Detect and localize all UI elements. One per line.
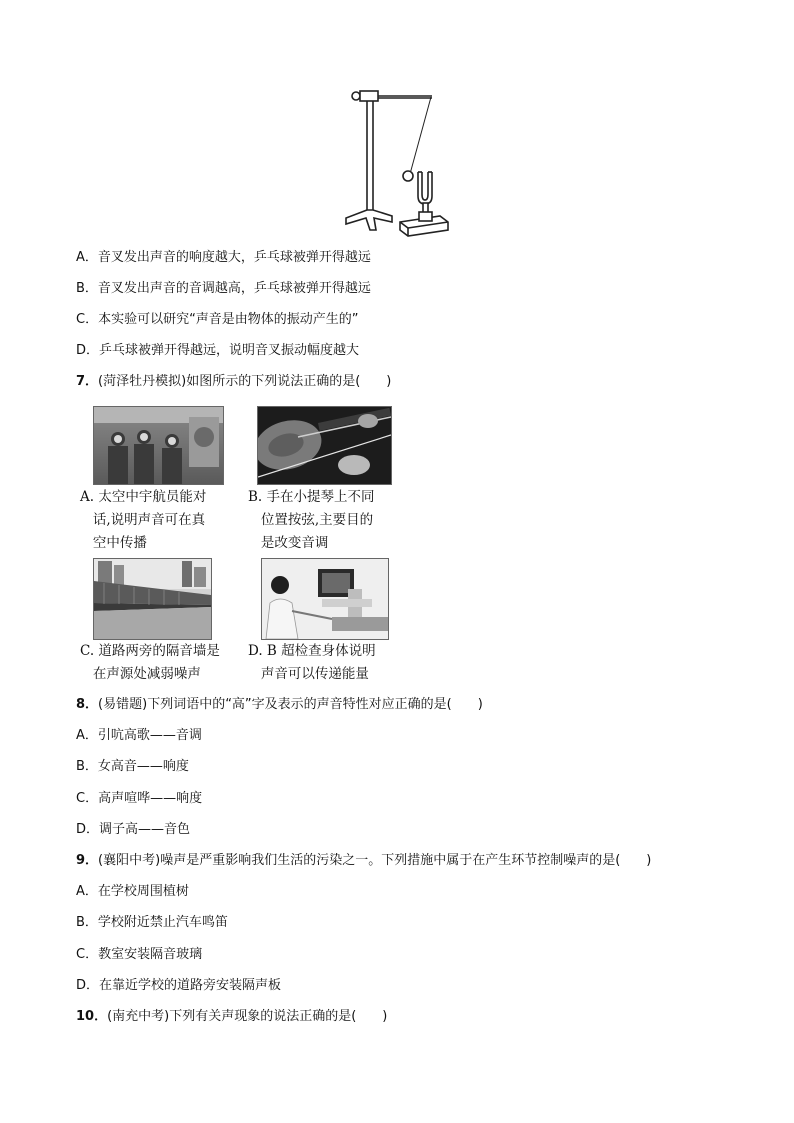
q10-number: 10．	[76, 1009, 108, 1024]
q8-option-d: D．调子高——音色	[76, 822, 191, 837]
q8-number: 8．	[76, 697, 99, 712]
q8-option-c: C．高声喧哗——响度	[76, 791, 203, 806]
q10-stem-line	[76, 1008, 387, 1026]
q10-stem: (南充中考)下列有关声现象的说法正确的是( )	[107, 1009, 388, 1024]
q6-option-d: D．乒乓球被弹开得越远，说明音叉振动幅度越大	[76, 343, 360, 358]
q9-stem-line	[76, 852, 651, 870]
q8-stem: (易错题)下列词语中的“高”字及表示的声音特性对应正确的是( )	[98, 697, 483, 712]
photo-sound-barrier	[93, 558, 212, 640]
q9-option-d: D．在靠近学校的道路旁安装隔声板	[76, 978, 282, 993]
q9-number: 9．	[76, 853, 99, 868]
q7-stem: (菏泽牡丹模拟)如图所示的下列说法正确的是( )	[98, 374, 392, 389]
q8-option-b: B．女高音——响度	[76, 759, 189, 774]
q7-caption-d: D. B 超检查身体说明 声音可以传递能量	[248, 643, 376, 682]
q9-stem: (襄阳中考)噪声是严重影响我们生活的污染之一。下列措施中属于在产生环节控制噪声的是( )	[98, 853, 652, 868]
q8-stem-line	[76, 696, 483, 714]
q8-option-a: A．引吭高歌——音调	[76, 728, 202, 743]
q9-option-c: C．教室安装隔音玻璃	[76, 947, 203, 962]
q7-caption-a: A. 太空中宇航员能对 话,说明声音可在真 空中传播	[80, 489, 207, 551]
photo-astronauts	[93, 406, 224, 485]
photo-ultrasound	[261, 558, 389, 640]
q6-option-b: B．音叉发出声音的音调越高，乒乓球被弹开得越远	[76, 281, 371, 296]
q6-option-a: A．音叉发出声音的响度越大，乒乓球被弹开得越远	[76, 250, 371, 265]
q7-caption-c: C. 道路两旁的隔音墙是 在声源处减弱噪声	[80, 643, 220, 682]
q6-option-c: C．本实验可以研究“声音是由物体的振动产生的”	[76, 312, 359, 327]
q7-stem-line	[76, 373, 391, 391]
q9-option-a: A．在学校周围植树	[76, 884, 189, 899]
photo-violin	[257, 406, 392, 485]
tuning-fork-pendulum-figure	[340, 84, 455, 242]
q9-option-b: B．学校附近禁止汽车鸣笛	[76, 915, 228, 930]
q7-number: 7．	[76, 374, 99, 389]
q7-caption-b: B. 手在小提琴上不同 位置按弦,主要目的 是改变音调	[248, 489, 375, 551]
